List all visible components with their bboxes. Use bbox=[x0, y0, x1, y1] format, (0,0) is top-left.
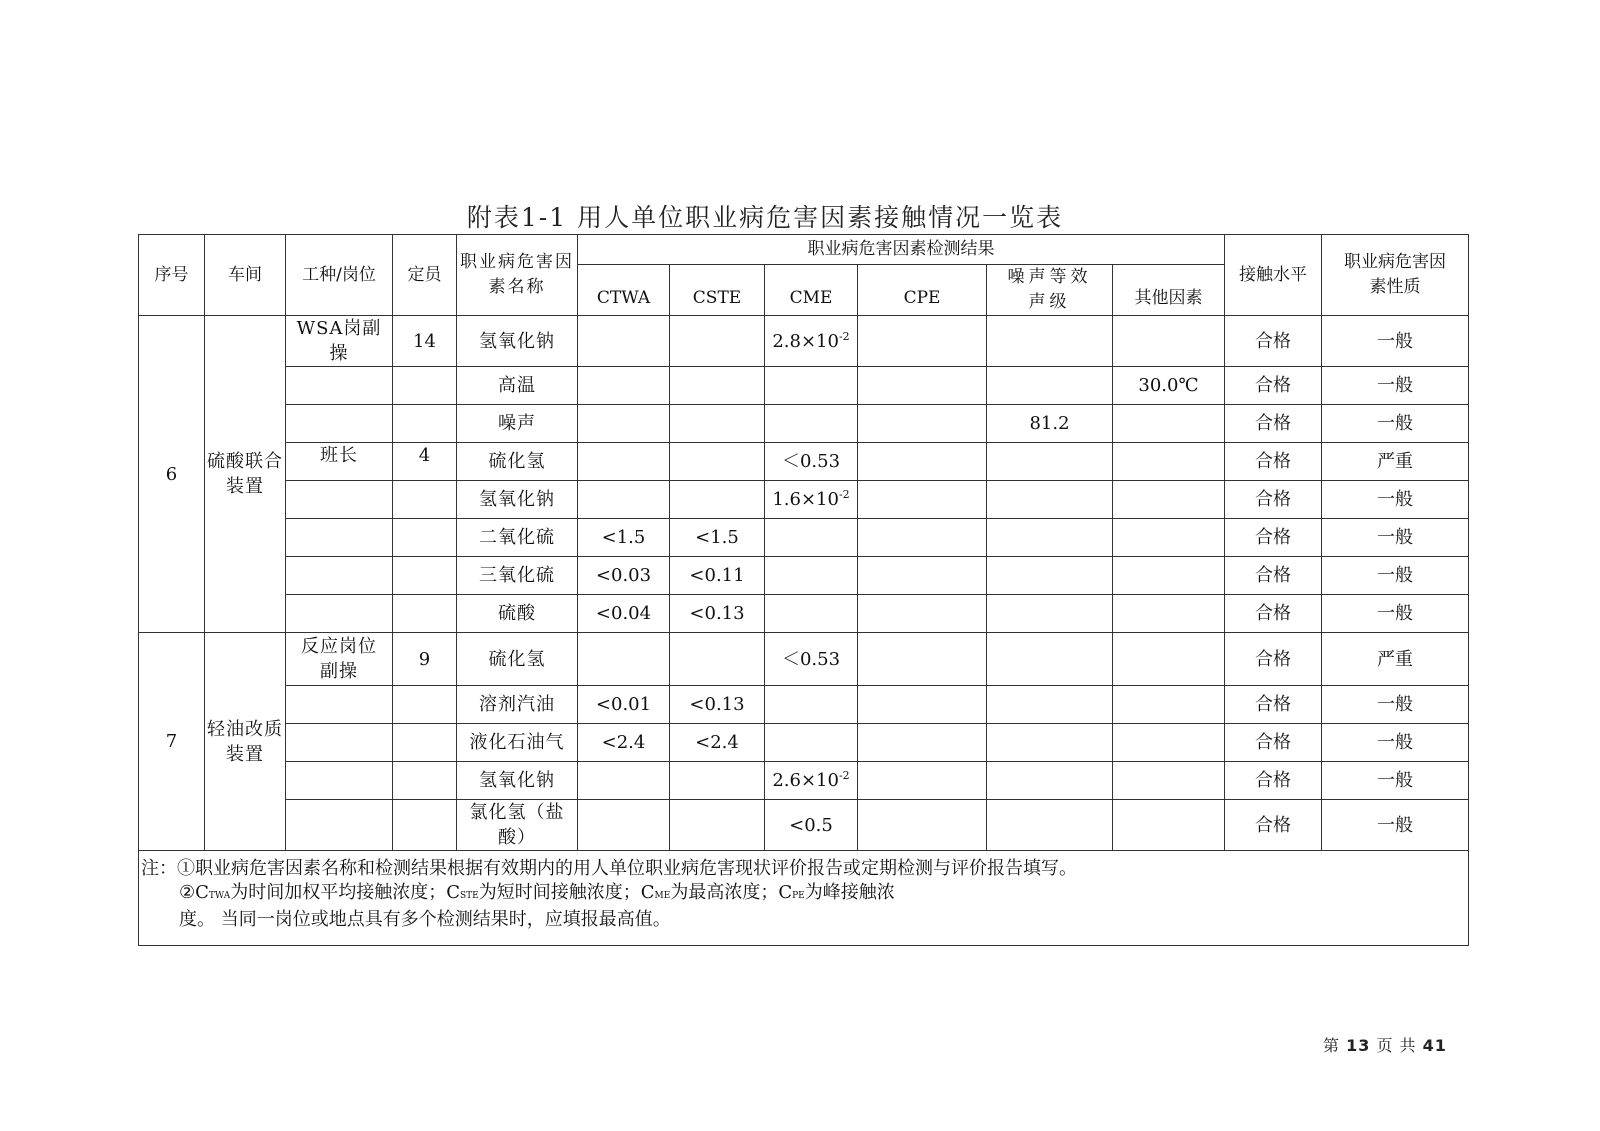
header-staff: 定员 bbox=[393, 235, 457, 316]
cell-ctwa bbox=[578, 405, 670, 443]
cell-noise bbox=[987, 519, 1113, 557]
cell-ctwa bbox=[578, 633, 670, 686]
header-workshop: 车间 bbox=[205, 235, 286, 316]
cell-other bbox=[1113, 557, 1225, 595]
footer-page-number: 13 bbox=[1346, 1036, 1371, 1055]
cell-other bbox=[1113, 633, 1225, 686]
cell-cpe bbox=[858, 724, 987, 762]
cell-cme bbox=[765, 595, 858, 633]
cell-post: 班长 bbox=[286, 443, 393, 481]
cell-workshop: 轻油改质装置 bbox=[205, 633, 286, 851]
footer-mid: 页 共 bbox=[1376, 1036, 1417, 1055]
header-results-group: 职业病危害因素检测结果 bbox=[578, 235, 1225, 265]
cell-ctwa bbox=[578, 762, 670, 800]
cell-nature: 一般 bbox=[1322, 686, 1469, 724]
cell-cme bbox=[765, 519, 858, 557]
cell-cste bbox=[670, 633, 765, 686]
cme-exponent: -2 bbox=[838, 488, 850, 501]
cell-level: 合格 bbox=[1225, 595, 1322, 633]
page-footer bbox=[1323, 1033, 1447, 1056]
cell-workshop: 硫酸联合装置 bbox=[205, 316, 286, 633]
cell-level: 合格 bbox=[1225, 557, 1322, 595]
cell-level: 合格 bbox=[1225, 316, 1322, 367]
cell-staff bbox=[393, 557, 457, 595]
cell-factor: 噪声 bbox=[457, 405, 578, 443]
cell-cpe bbox=[858, 519, 987, 557]
cell-cpe bbox=[858, 367, 987, 405]
cell-level: 合格 bbox=[1225, 800, 1322, 851]
cell-staff: 9 bbox=[393, 633, 457, 686]
cell-nature: 一般 bbox=[1322, 481, 1469, 519]
table-notes bbox=[139, 851, 1469, 946]
cell-level: 合格 bbox=[1225, 724, 1322, 762]
footer-prefix: 第 bbox=[1323, 1036, 1341, 1055]
cell-other bbox=[1113, 316, 1225, 367]
cell-cste bbox=[670, 316, 765, 367]
table-row bbox=[139, 519, 1469, 557]
cell-seq: 6 bbox=[139, 316, 205, 633]
cell-cste bbox=[670, 800, 765, 851]
cell-nature: 严重 bbox=[1322, 633, 1469, 686]
cell-cpe bbox=[858, 762, 987, 800]
cell-level: 合格 bbox=[1225, 367, 1322, 405]
cell-ctwa: <0.04 bbox=[578, 595, 670, 633]
table-row bbox=[139, 405, 1469, 443]
table-row bbox=[139, 367, 1469, 405]
cell-noise bbox=[987, 316, 1113, 367]
cell-factor: 硫化氢 bbox=[457, 443, 578, 481]
cell-staff: 4 bbox=[393, 443, 457, 481]
cell-ctwa bbox=[578, 443, 670, 481]
cell-noise bbox=[987, 557, 1113, 595]
cell-post bbox=[286, 405, 393, 443]
table-row bbox=[139, 595, 1469, 633]
cell-other bbox=[1113, 686, 1225, 724]
cell-level: 合格 bbox=[1225, 481, 1322, 519]
cell-cme bbox=[765, 686, 858, 724]
cell-staff bbox=[393, 405, 457, 443]
cell-post bbox=[286, 724, 393, 762]
cell-ctwa: <2.4 bbox=[578, 724, 670, 762]
cell-level: 合格 bbox=[1225, 686, 1322, 724]
cell-noise bbox=[987, 595, 1113, 633]
cell-level: 合格 bbox=[1225, 762, 1322, 800]
table-row bbox=[139, 686, 1469, 724]
cell-other bbox=[1113, 800, 1225, 851]
cell-other bbox=[1113, 519, 1225, 557]
cell-nature: 一般 bbox=[1322, 800, 1469, 851]
cell-other bbox=[1113, 595, 1225, 633]
cell-post bbox=[286, 800, 393, 851]
cell-nature: 一般 bbox=[1322, 557, 1469, 595]
cell-other bbox=[1113, 762, 1225, 800]
cell-level: 合格 bbox=[1225, 633, 1322, 686]
cell-cpe bbox=[858, 595, 987, 633]
table-title: 附表1-1 用人单位职业病危害因素接触情况一览表 bbox=[466, 203, 1064, 232]
cell-post: 反应岗位副操 bbox=[286, 633, 393, 686]
cell-cme bbox=[765, 800, 858, 851]
header-factor: 职业病危害因素名称 bbox=[457, 235, 578, 316]
header-cpe: CPE bbox=[858, 265, 987, 316]
cme-value: ＜0.53 bbox=[781, 648, 841, 670]
cell-factor: 氢氧化钠 bbox=[457, 481, 578, 519]
cell-noise bbox=[987, 481, 1113, 519]
cell-post bbox=[286, 762, 393, 800]
cell-cme bbox=[765, 367, 858, 405]
cell-factor: 氢氧化钠 bbox=[457, 316, 578, 367]
cell-cme bbox=[765, 762, 858, 800]
cme-value: ＜0.53 bbox=[781, 451, 841, 472]
cell-nature: 一般 bbox=[1322, 316, 1469, 367]
cell-noise bbox=[987, 633, 1113, 686]
cell-level: 合格 bbox=[1225, 405, 1322, 443]
table-row bbox=[139, 316, 1469, 367]
cell-post bbox=[286, 481, 393, 519]
cell-staff bbox=[393, 762, 457, 800]
cell-noise bbox=[987, 367, 1113, 405]
cell-post: WSA岗副操 bbox=[286, 316, 393, 367]
cell-staff bbox=[393, 519, 457, 557]
header-cme: CME bbox=[765, 265, 858, 316]
cell-noise bbox=[987, 686, 1113, 724]
table-row bbox=[139, 724, 1469, 762]
cell-factor: 溶剂汽油 bbox=[457, 686, 578, 724]
header-post: 工种/岗位 bbox=[286, 235, 393, 316]
cell-factor: 三氧化硫 bbox=[457, 557, 578, 595]
cell-staff bbox=[393, 367, 457, 405]
cell-cste: <1.5 bbox=[670, 519, 765, 557]
cell-cme bbox=[765, 557, 858, 595]
cell-cme bbox=[765, 316, 858, 367]
cell-cste bbox=[670, 481, 765, 519]
note-line-3: 度。 当同一岗位或地点具有多个检测结果时，应填报最高值。 bbox=[179, 909, 671, 930]
cell-factor: 高温 bbox=[457, 367, 578, 405]
cell-factor: 硫酸 bbox=[457, 595, 578, 633]
cell-cme bbox=[765, 405, 858, 443]
cme-exponent: -2 bbox=[838, 329, 850, 343]
cell-cpe bbox=[858, 481, 987, 519]
cell-cme bbox=[765, 724, 858, 762]
cell-staff bbox=[393, 595, 457, 633]
cell-cste: <0.13 bbox=[670, 686, 765, 724]
cell-cme bbox=[765, 481, 858, 519]
cell-ctwa bbox=[578, 316, 670, 367]
cell-nature: 一般 bbox=[1322, 762, 1469, 800]
cell-cme bbox=[765, 633, 858, 686]
cme-value: 2.6×10 bbox=[772, 770, 839, 791]
header-nature: 职业病危害因素性质 bbox=[1322, 235, 1469, 316]
cell-cste bbox=[670, 443, 765, 481]
cell-cpe bbox=[858, 443, 987, 481]
cell-ctwa: <0.01 bbox=[578, 686, 670, 724]
cell-noise bbox=[987, 724, 1113, 762]
cell-post bbox=[286, 367, 393, 405]
header-other: 其他因素 bbox=[1113, 265, 1225, 316]
cell-seq: 7 bbox=[139, 633, 205, 851]
cell-cste: <0.13 bbox=[670, 595, 765, 633]
cell-cpe bbox=[858, 405, 987, 443]
cell-factor: 硫化氢 bbox=[457, 633, 578, 686]
cell-cpe bbox=[858, 557, 987, 595]
cell-post bbox=[286, 519, 393, 557]
note-line-1: 注：①职业病危害因素名称和检测结果根据有效期内的用人单位职业病危害现状评价报告或定期检测与评价报告填写。 bbox=[141, 858, 1077, 879]
cell-factor: 氯化氢（盐酸） bbox=[457, 800, 578, 851]
table-row bbox=[139, 633, 1469, 686]
cell-ctwa: <0.03 bbox=[578, 557, 670, 595]
cell-staff bbox=[393, 724, 457, 762]
cell-cste bbox=[670, 367, 765, 405]
cell-ctwa: <1.5 bbox=[578, 519, 670, 557]
hazard-exposure-table bbox=[138, 234, 1469, 946]
cell-nature: 一般 bbox=[1322, 367, 1469, 405]
cell-factor: 氢氧化钠 bbox=[457, 762, 578, 800]
cell-cpe bbox=[858, 686, 987, 724]
cell-factor: 液化石油气 bbox=[457, 724, 578, 762]
cme-value: 2.8×10 bbox=[772, 330, 839, 352]
cell-ctwa bbox=[578, 481, 670, 519]
cell-cpe bbox=[858, 316, 987, 367]
cell-other bbox=[1113, 405, 1225, 443]
header-level: 接触水平 bbox=[1225, 235, 1322, 316]
table-row bbox=[139, 557, 1469, 595]
footer-total-pages: 41 bbox=[1422, 1036, 1447, 1055]
cell-other bbox=[1113, 443, 1225, 481]
cell-cste bbox=[670, 762, 765, 800]
cell-cme bbox=[765, 443, 858, 481]
cell-cste: <0.11 bbox=[670, 557, 765, 595]
cell-cste: <2.4 bbox=[670, 724, 765, 762]
cell-staff bbox=[393, 800, 457, 851]
cell-noise bbox=[987, 762, 1113, 800]
header-noise: 噪声等效声级 bbox=[987, 265, 1113, 316]
table-row bbox=[139, 762, 1469, 800]
cell-noise: 81.2 bbox=[987, 405, 1113, 443]
cell-nature: 严重 bbox=[1322, 443, 1469, 481]
cell-level: 合格 bbox=[1225, 443, 1322, 481]
table-row bbox=[139, 800, 1469, 851]
cell-noise bbox=[987, 443, 1113, 481]
table-row bbox=[139, 443, 1469, 481]
cme-exponent: -2 bbox=[838, 769, 850, 782]
cell-other bbox=[1113, 481, 1225, 519]
cell-ctwa bbox=[578, 800, 670, 851]
note-line-2: ②CTWA为时间加权平均接触浓度；CSTE为短时间接触浓度；CME为最高浓度；CPE为峰接触浓 bbox=[179, 882, 895, 903]
cell-nature: 一般 bbox=[1322, 724, 1469, 762]
cell-post bbox=[286, 686, 393, 724]
cell-other: 30.0℃ bbox=[1113, 367, 1225, 405]
header-seq: 序号 bbox=[139, 235, 205, 316]
cell-nature: 一般 bbox=[1322, 519, 1469, 557]
cell-cste bbox=[670, 405, 765, 443]
cell-post bbox=[286, 595, 393, 633]
header-ctwa: CTWA bbox=[578, 265, 670, 316]
cell-cpe bbox=[858, 633, 987, 686]
cell-cpe bbox=[858, 800, 987, 851]
header-cste: CSTE bbox=[670, 265, 765, 316]
cell-factor: 二氧化硫 bbox=[457, 519, 578, 557]
cme-value: <0.5 bbox=[789, 814, 833, 836]
cell-noise bbox=[987, 800, 1113, 851]
cell-other bbox=[1113, 724, 1225, 762]
cell-post bbox=[286, 557, 393, 595]
cell-staff bbox=[393, 481, 457, 519]
cell-level: 合格 bbox=[1225, 519, 1322, 557]
cme-value: 1.6×10 bbox=[772, 489, 839, 510]
cell-nature: 一般 bbox=[1322, 405, 1469, 443]
cell-nature: 一般 bbox=[1322, 595, 1469, 633]
table-row bbox=[139, 481, 1469, 519]
cell-ctwa bbox=[578, 367, 670, 405]
cell-staff: 14 bbox=[393, 316, 457, 367]
cell-staff bbox=[393, 686, 457, 724]
